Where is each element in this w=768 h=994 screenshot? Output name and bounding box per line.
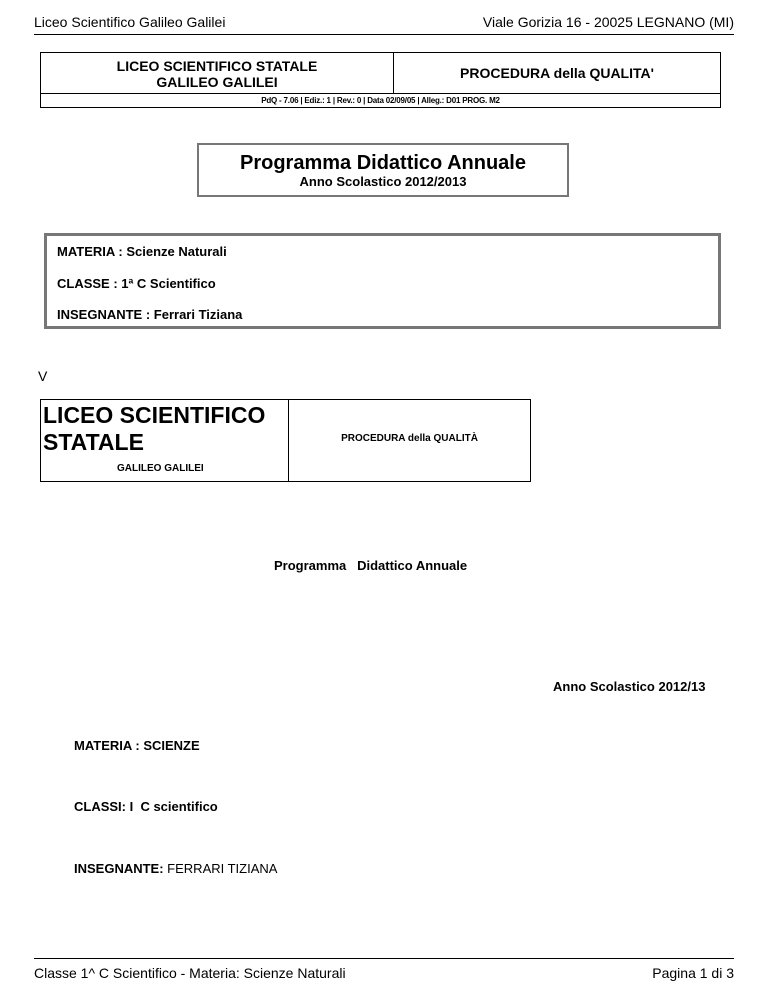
quality-school-line1: LICEO SCIENTIFICO STATALE: [116, 58, 318, 74]
info-insegnante: INSEGNANTE : Ferrari Tiziana: [57, 307, 243, 322]
quality-header-box: [40, 52, 721, 108]
body-materia: MATERIA : SCIENZE: [74, 738, 200, 753]
body-insegnante-label: INSEGNANTE:: [74, 861, 164, 876]
body-insegnante-value: FERRARI TIZIANA: [163, 861, 278, 876]
running-footer: [34, 958, 734, 989]
header-address: Viale Gorizia 16 - 20025 LEGNANO (MI): [482, 14, 734, 30]
body-classi: CLASSI: I C scientifico: [74, 799, 218, 814]
quality-meta-row: PdQ - 7.06 | Ediz.: 1 | Rev.: 0 | Data 02/09/05 | Alleg.: D01 PROG. M2: [41, 93, 720, 109]
footer-page-number: Pagina 1 di 3: [652, 965, 734, 981]
body-programma: Programma Didattico Annuale: [274, 558, 468, 573]
second-school-line2: STATALE: [43, 429, 144, 455]
v-mark: V: [38, 368, 48, 384]
body-insegnante: [74, 861, 277, 876]
title-box: [197, 143, 569, 197]
second-school-name: [43, 402, 265, 456]
school-year: Anno Scolastico 2012/2013: [299, 174, 467, 189]
second-school-small: GALILEO GALILEI: [117, 463, 204, 474]
second-procedure-cell: PROCEDURA della QUALITÀ: [341, 433, 478, 444]
info-box: [44, 233, 721, 329]
quality-school-line2: GALILEO GALILEI: [156, 74, 278, 90]
quality-school-cell: [41, 53, 394, 93]
second-school-cell: [41, 400, 289, 481]
header-school-name: Liceo Scientifico Galileo Galilei: [34, 14, 226, 30]
info-classe: CLASSE : 1ª C Scientifico: [57, 276, 216, 291]
running-header: [34, 8, 734, 35]
document-title: Programma Didattico Annuale: [240, 152, 526, 174]
info-materia: MATERIA : Scienze Naturali: [57, 244, 227, 259]
quality-procedure-cell: PROCEDURA della QUALITA': [460, 65, 654, 81]
second-school-line1: LICEO SCIENTIFICO: [43, 402, 266, 428]
second-header-box: [40, 399, 531, 482]
footer-class-subject: Classe 1^ C Scientifico - Materia: Scienze Naturali: [34, 965, 346, 981]
body-anno: Anno Scolastico 2012/13: [553, 679, 706, 694]
